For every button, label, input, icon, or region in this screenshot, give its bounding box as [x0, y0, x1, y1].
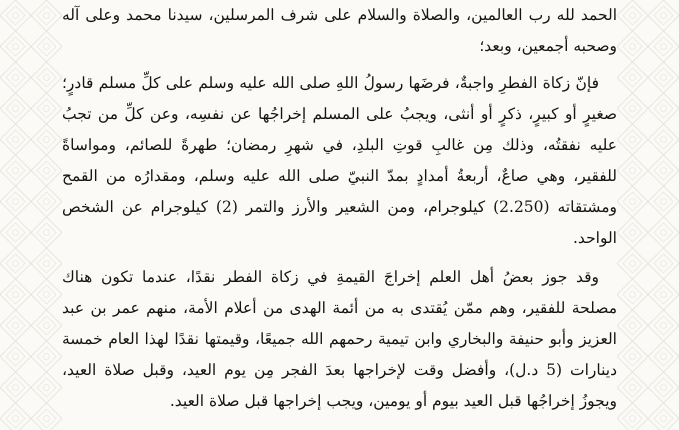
- decorative-border-pattern-left: [0, 0, 62, 430]
- opening-paragraph: الحمد لله رب العالمين، والصلاة والسلام على شرف المرسلين، سيدنا محمد وعلى آله وصحبه أجمعين، وبعد؛: [62, 6, 617, 55]
- zakat-obligation-paragraph: فإنّ زكاة الفطرِ واجبةٌ، فرضَها رسولُ اللهِ صلى الله عليه وسلم على كلِّ مسلم قادرٍ؛ صغيرٍ أو كبيرٍ، ذكرٍ أو أنثى، ويجبُ على المسلم إخراجُها عن نفسِه، وعن كلِّ من تجبُ عليه نفقتُه، وذلك مِن غالبِ قوتِ البلدِ، في شهرِ رمضان؛ طهرةً للصائم، ومواساةً للفقير، وهي صاعٌ، أربعةُ أمدادٍ بمدّ النبيّ صلى الله عليه وسلم، ومقدارُه من القمح ومشتقاته (2.250) كيلوجرام، ومن الشعير والأرز والتمر (2) كيلوجرام عن الشخص الواحد.: [62, 74, 617, 247]
- zakat-cash-value-paragraph: وقد جوز بعضُ أهل العلم إخراجَ القيمةِ في زكاة الفطر نقدًا، عندما تكون هناك مصلحة للفقير، وهم ممّن يُقتدى به من أئمة الهدى من أعلام الأمة، منهم عمر بن عبد العزيز وأبو حنيفة والبخاري وابن تيمية رحمهم الله جميعًا، وقيمتها نقدًا لهذا العام خمسة دينارات (5 د.ل)، وأفضل وقت لإخراجها بعدَ الفجر مِن يوم العيد، وقبل صلاة العيد، ويجوزُ إخراجُها قبل العيد بيوم أو يومين، ويجب إخراجها قبل صلاة العيد.: [62, 268, 617, 410]
- decorative-border-pattern-right: [617, 0, 679, 430]
- document-page: [62, 0, 617, 430]
